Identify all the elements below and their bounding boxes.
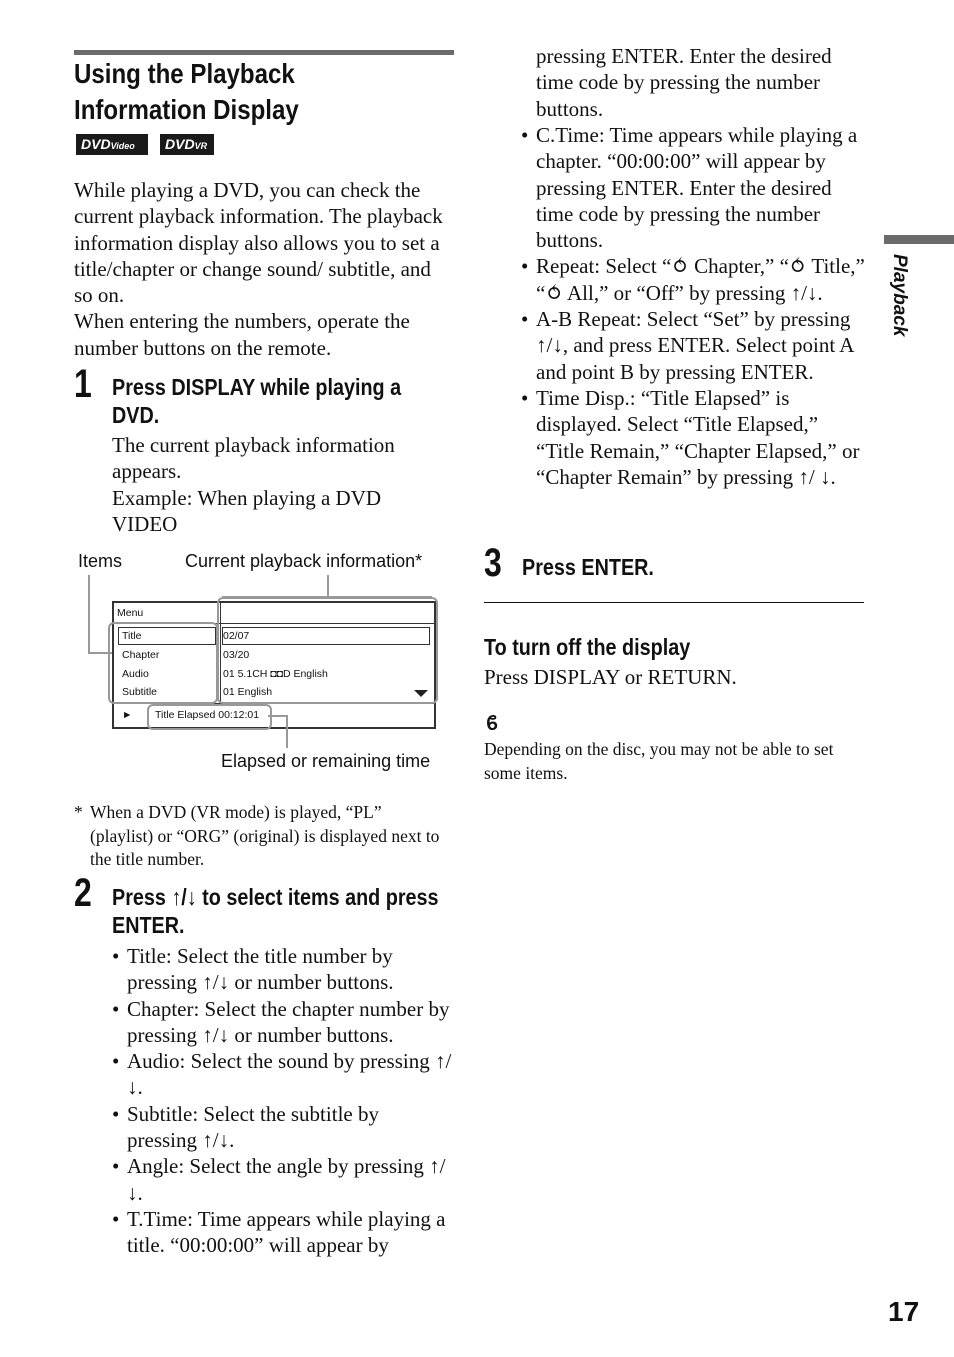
current-leader-line	[327, 575, 329, 597]
label-elapsed: Elapsed or remaining time	[221, 751, 431, 771]
step-2-heading: Press ↑/↓ to select items and press ENTER.	[112, 884, 439, 938]
list-item: • Audio: Select the sound by pressing ↑/↓.	[112, 1048, 454, 1101]
side-tab-marker	[884, 235, 954, 244]
turn-off-heading: To turn off the display	[484, 634, 691, 660]
list-item: • Repeat: Select “⥀ Chapter,” “⥀ Title,” “⥀ All,” or “Off” by pressing ↑/↓.	[521, 253, 866, 306]
list-item: • Angle: Select the angle by pressing ↑/↓.	[112, 1153, 454, 1206]
list-item: • T.Time: Time appears while playing a title. “00:00:00” will appear by	[112, 1206, 454, 1259]
screen-value-audio: 01 5.1CH ◘◘D English	[223, 668, 328, 680]
footnote-mark: *	[74, 802, 83, 822]
page-number: 17	[888, 1296, 920, 1327]
elapsed-leader-line	[286, 715, 288, 748]
turn-off-text: Press DISPLAY or RETURN.	[484, 665, 737, 689]
step-3-number: 3	[484, 541, 502, 585]
elapsed-time: Title Elapsed 00:12:01	[155, 709, 260, 721]
list-item: • Chapter: Select the chapter number by pressing ↑/↓ or number buttons.	[112, 996, 454, 1049]
dvd-video-badge: DVDVideo	[76, 134, 148, 155]
items-leader-line	[88, 575, 90, 653]
note-icon: ϐ	[486, 713, 499, 735]
intro	[74, 177, 454, 361]
side-tab-label: Playback	[889, 254, 910, 337]
list-item: • Subtitle: Select the subtitle by pressing ↑/↓.	[112, 1101, 454, 1154]
bullet-continuation: pressing ENTER. Enter the desired time code by pressing the number buttons.	[536, 44, 832, 121]
items-callout	[108, 622, 218, 704]
dvd-vr-badge: DVDVR	[160, 134, 214, 155]
step-2-bullets-left	[112, 943, 454, 1259]
step-2-bullets-right	[521, 122, 866, 490]
label-current-info: Current playback information*	[185, 551, 423, 571]
list-item: • Time Disp.: “Title Elapsed” is displayed. Select “Title Elapsed,” “Title Remain,” “Chapter Elapsed,” or “Chapter Remain” by pressing ↑/ ↓.	[521, 385, 866, 490]
screen-value-chapter: 03/20	[223, 649, 250, 661]
note-text: Depending on the disc, you may not be able to set some items.	[484, 739, 834, 783]
step-1-heading: Press DISPLAY while playing a DVD.	[112, 374, 402, 428]
intro-paragraph: When entering the numbers, operate the number buttons on the remote.	[74, 309, 410, 360]
list-item: • C.Time: Time appears while playing a chapter. “00:00:00” will appear by pressing ENTER. Enter the desired time code by pressing the number buttons.	[521, 122, 866, 253]
footnote-text: When a DVD (VR mode) is played, “PL” (playlist) or “ORG” (original) is displayed next to the title number.	[90, 802, 440, 869]
list-item: • A-B Repeat: Select “Set” by pressing ↑/↓, and press ENTER. Select point A and point B by pressing ENTER.	[521, 306, 866, 385]
step-2-number: 2	[74, 871, 92, 915]
intro-paragraph: While playing a DVD, you can check the current playback information. The playback information display also allows you to set a title/chapter or change sound/ subtitle, and so on.	[74, 178, 443, 308]
screen-item-title: Title	[122, 630, 142, 642]
screen-value-subtitle: 01 English	[223, 686, 273, 698]
elapsed-leader-line	[268, 715, 288, 717]
title-rule	[74, 50, 454, 55]
current-info-callout	[217, 597, 438, 704]
step-3-heading: Press ENTER.	[522, 554, 654, 580]
step-1-body: The current playback information appears. Example: When playing a DVD VIDEO	[112, 433, 395, 536]
page-title: Using the Playback Information Display	[74, 58, 299, 125]
step-1-number: 1	[74, 362, 92, 406]
screen-item-audio: Audio	[122, 668, 149, 680]
screen-value-title: 02/07	[223, 630, 250, 642]
screen-item-chapter: Chapter	[122, 649, 160, 661]
list-item: • Title: Select the title number by pressing ↑/↓ or number buttons.	[112, 943, 454, 996]
screen-item-subtitle: Subtitle	[122, 686, 158, 698]
screen-menu-label: Menu	[117, 607, 144, 619]
section-divider	[484, 602, 864, 603]
elapsed-callout	[147, 704, 272, 730]
play-icon: ►	[122, 709, 133, 721]
label-items: Items	[78, 551, 123, 571]
